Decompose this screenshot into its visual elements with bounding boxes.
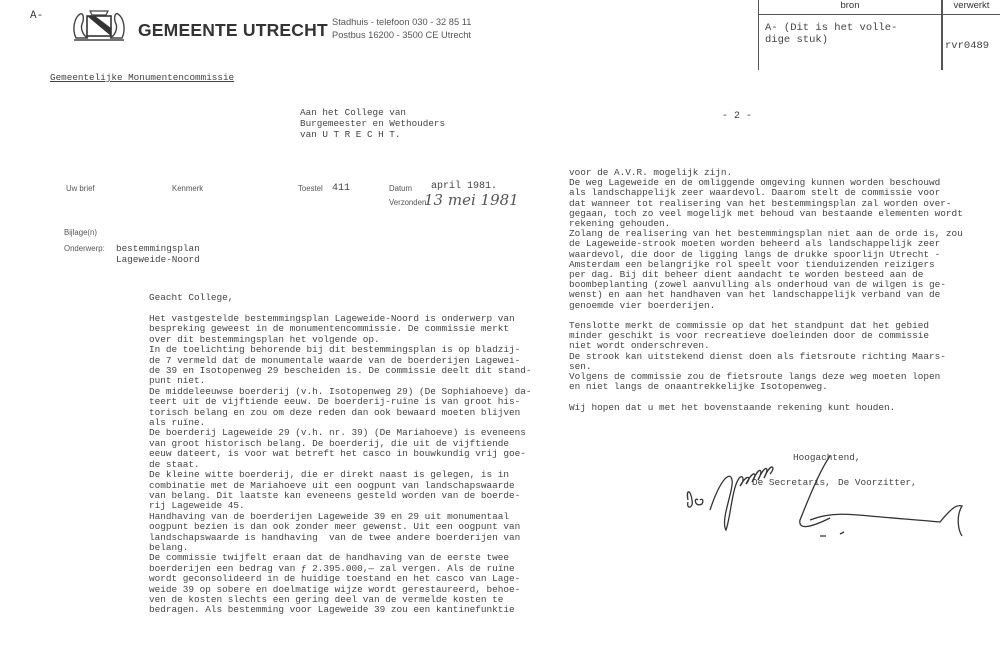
addressee-block: Aan het College van Burgemeester en Wethouders van U T R E C H T. [300,107,446,140]
toestel-label: Toestel [298,184,323,193]
organization-name: GEMEENTE UTRECHT [138,20,328,40]
salutation: Geacht College, [149,292,234,303]
chair-label: De Voorzitter, [838,477,917,488]
uw-brief-label: Uw brief [66,184,95,193]
datum-value: april 1981. [431,181,498,192]
contact-postbox: Postbus 16200 - 3500 CE Utrecht [332,29,472,40]
onderwerp-label: Onderwerp: [64,244,105,253]
closing: Hoogachtend, [793,452,861,463]
archive-stamp-table [758,0,1000,70]
secretary-label: De Secretaris, [752,477,831,488]
stamp-divider [941,0,943,70]
datum-label: Datum [389,184,412,193]
chair-signature [800,456,962,536]
corner-mark: A- [30,10,44,22]
stamp-verwerkt-value: rvr0489 [945,40,990,52]
contact-phone: Stadhuis - telefoon 030 - 32 85 11 [332,17,472,27]
kenmerk-label: Kenmerk [172,184,204,193]
toestel-value: 411 [332,183,351,194]
verzonden-value: 13 mei 1981 [424,191,519,209]
letter-body-right-column: voor de A.V.R. mogelijk zijn. De weg Lageweide en de omliggende omgeving kunnen worden beschouwd als landschappelijk zeer waardevol. Daarom stelt de commissie voor dat wanneer tot realisering van het bestemmingsplan zal worden over- gegaan, toch zo veel mogelijk met behoud van bestaande elementen wordt rekening gehouden. Zolang de realisering van het bestemmingsplan niet aan de orde is, zou de Lageweide-strook moeten worden beheerd als landschappelijk zeer waardevol, die door de ligging langs de drukke spoorlijn Utrecht - Amsterdam een belangrijke rol speelt voor tienduizenden reizigers per dag. Bij dit beheer dient aandacht te worden besteed aan de boombeplanting (zowel aanvulling als onderhoud van de wilgen is ge- wenst) en aan het handhaven van het landschappelijk verband van de genoemde vier boerderijen. Tenslotte merkt de commissie op dat het standpunt dat het gebied minder geschikt is voor recreatieve doeleinden door de commissie niet wordt onderschreven. De strook kan uitstekend dienst doen als fietsroute richting Maars- sen. Volgens de commissie zou de fietsroute langs deze weg moeten lopen en niet langs de onaantrekkelijke Isotopenweg. Wij hopen dat u met het bovenstaande rekening kunt houden. [569,167,963,413]
coat-of-arms-logo [70,8,128,44]
stamp-bron-value: A- (Dit is het volle- dige stuk) [765,22,898,46]
onderwerp-value: bestemmingsplan Lageweide-Noord [116,243,200,265]
letter-body-left-column: Het vastgestelde bestemmingsplan Lageweide-Noord is onderwerp van bespreking geweest in de monumentencommissie. De commissie merkt over dit bestemmingsplan het volgende op. In de toelichting behorende bij dit bestemmingsplan is op bladzij- de 7 vermeld dat de monumentale waarde van de boerderijen Lagewei- de 39 en Isotopenweg 29 bescheiden is. De commissie deelt dit stand- punt niet. De middeleeuwse boerderij (v.h. Isotopenweg 29) (De Sophiahoeve) da- teert uit de vijftiende eeuw. De boerderij-ruïne is van groot his- torisch belang en zou om deze reden dan ook bewaard moeten blijven als ruïne. De boerderij Lageweide 29 (v.h. nr. 39) (De Mariahoeve) is eveneens van groot historisch belang. De boerderij, die uit de vijftiende eeuw dateert, is voor wat betreft het casco in bouwkundig vrij goe- de staat. De kleine witte boerderij, die er direkt naast is gelegen, is in combinatie met de Mariahoeve uit een oogpunt van landschapswaarde van belang. Dit laatste kan eveneens gesteld worden van de boerde- rij Lageweide 45. Handhaving van de boerderijen Lageweide 39 en 29 uit monumentaal oogpunt bezien is dan ook zonder meer gewenst. Uit een oogpunt van landschapswaarde is handhaving van de twee andere boerderijen van belang. De commissie twijfelt eraan dat de handhaving van de eerste twee boerderijen een bedrag van ƒ 2.395.000,— zal vergen. Als de ruïne wordt geconsolideerd in de huidige toestand en het casco van Lage- weide 39 op sobere en doelmatige wijze wordt gerestaureerd, behoe- ven de kosten slechts een gering deel van de vermelde kosten te bedragen. Als bestemming voor Lageweide 39 zou een kantinefunktie [149,313,532,616]
signatures [680,450,980,540]
verzonden-label: Verzonden [389,198,427,207]
page-number: - 2 - [722,111,753,122]
bijlagen-label: Bijlage(n) [64,228,97,237]
stamp-header-bron: bron [759,0,941,15]
department-name: Gemeentelijke Monumentencommissie [50,72,235,83]
secretary-signature [687,467,772,530]
organization-contact [332,16,471,41]
stamp-header-verwerkt: verwerkt [942,0,1000,15]
